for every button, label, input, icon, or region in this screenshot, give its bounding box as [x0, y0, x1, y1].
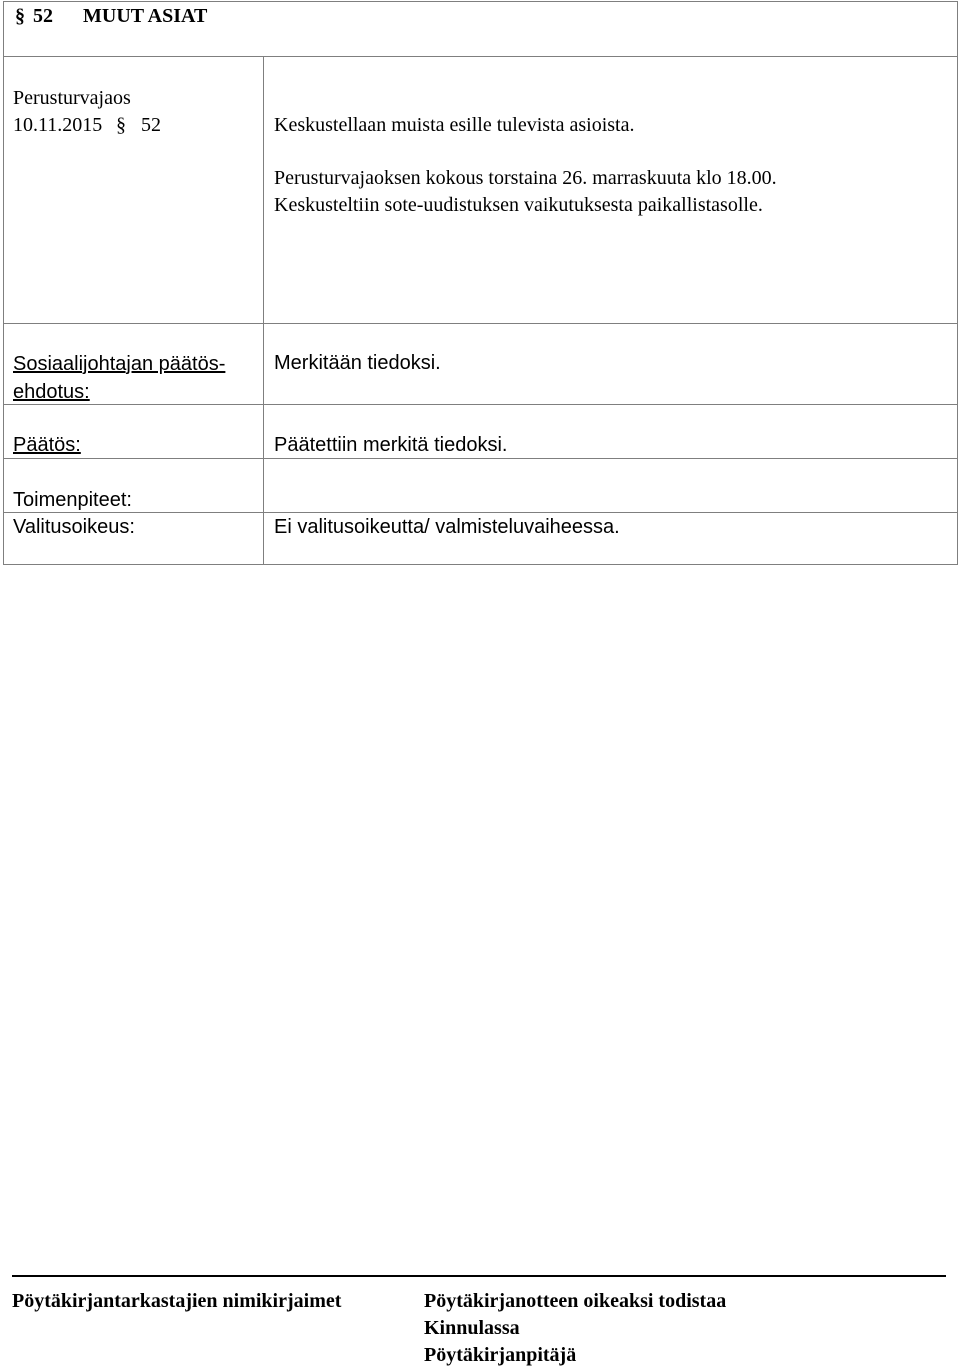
actions-label-cell: [4, 459, 264, 513]
proposal-label: [13, 350, 225, 406]
footer-place: Kinnulassa: [424, 1317, 520, 1339]
meeting-section-symbol: §: [116, 114, 126, 136]
footer-keeper-label: Pöytäkirjanpitäjä: [424, 1344, 577, 1366]
actions-row: [4, 459, 958, 513]
proposal-row: [4, 324, 958, 405]
section-title: MUUT ASIAT: [83, 5, 208, 27]
history-label-cell: [4, 57, 264, 324]
appeal-text: Ei valitusoikeutta/ valmisteluvaiheessa.: [274, 516, 620, 538]
history-paragraph-1: Keskustellaan muista esille tulevista asioista.: [274, 114, 635, 136]
history-row: [4, 57, 958, 324]
decision-text-cell: [264, 405, 958, 459]
proposal-text-cell: [264, 324, 958, 405]
meeting-section-number: 52: [141, 114, 161, 136]
proposal-label-line-2: ehdotus:: [13, 381, 90, 403]
appeal-row: [4, 513, 958, 565]
proposal-text: Merkitään tiedoksi.: [274, 352, 441, 374]
decision-row: [4, 405, 958, 459]
decision-text: Päätettiin merkitä tiedoksi.: [274, 434, 508, 456]
footer-certification-label: Pöytäkirjanotteen oikeaksi todistaa: [424, 1290, 727, 1312]
footer-divider: [12, 1275, 946, 1277]
history-paragraph-3: Keskusteltiin sote-uudistuksen vaikutuksesta paikallistasolle.: [274, 194, 763, 216]
decision-label-cell: [4, 405, 264, 459]
section-header-row: [4, 2, 958, 57]
section-number: 52: [33, 5, 53, 27]
body-name: Perusturvajaos: [13, 87, 131, 109]
minutes-table: [3, 1, 958, 565]
section-header-cell: [4, 2, 958, 57]
appeal-text-cell: [264, 513, 958, 565]
actions-label: Toimenpiteet:: [13, 489, 132, 511]
proposal-label-line-1: Sosiaalijohtajan päätös-: [13, 353, 226, 375]
section-symbol: §: [15, 5, 25, 27]
actions-text-cell: [264, 459, 958, 513]
history-paragraph-2: Perusturvajaoksen kokous torstaina 26. marraskuuta klo 18.00.: [274, 167, 777, 189]
appeal-label-cell: [4, 513, 264, 565]
footer-initials-label: Pöytäkirjantarkastajien nimikirjaimet: [12, 1290, 342, 1312]
meeting-date: 10.11.2015: [13, 114, 103, 136]
decision-label: Päätös:: [13, 434, 81, 456]
proposal-label-cell: [4, 324, 264, 405]
history-text-cell: [264, 57, 958, 324]
appeal-label: Valitusoikeus:: [13, 516, 135, 538]
